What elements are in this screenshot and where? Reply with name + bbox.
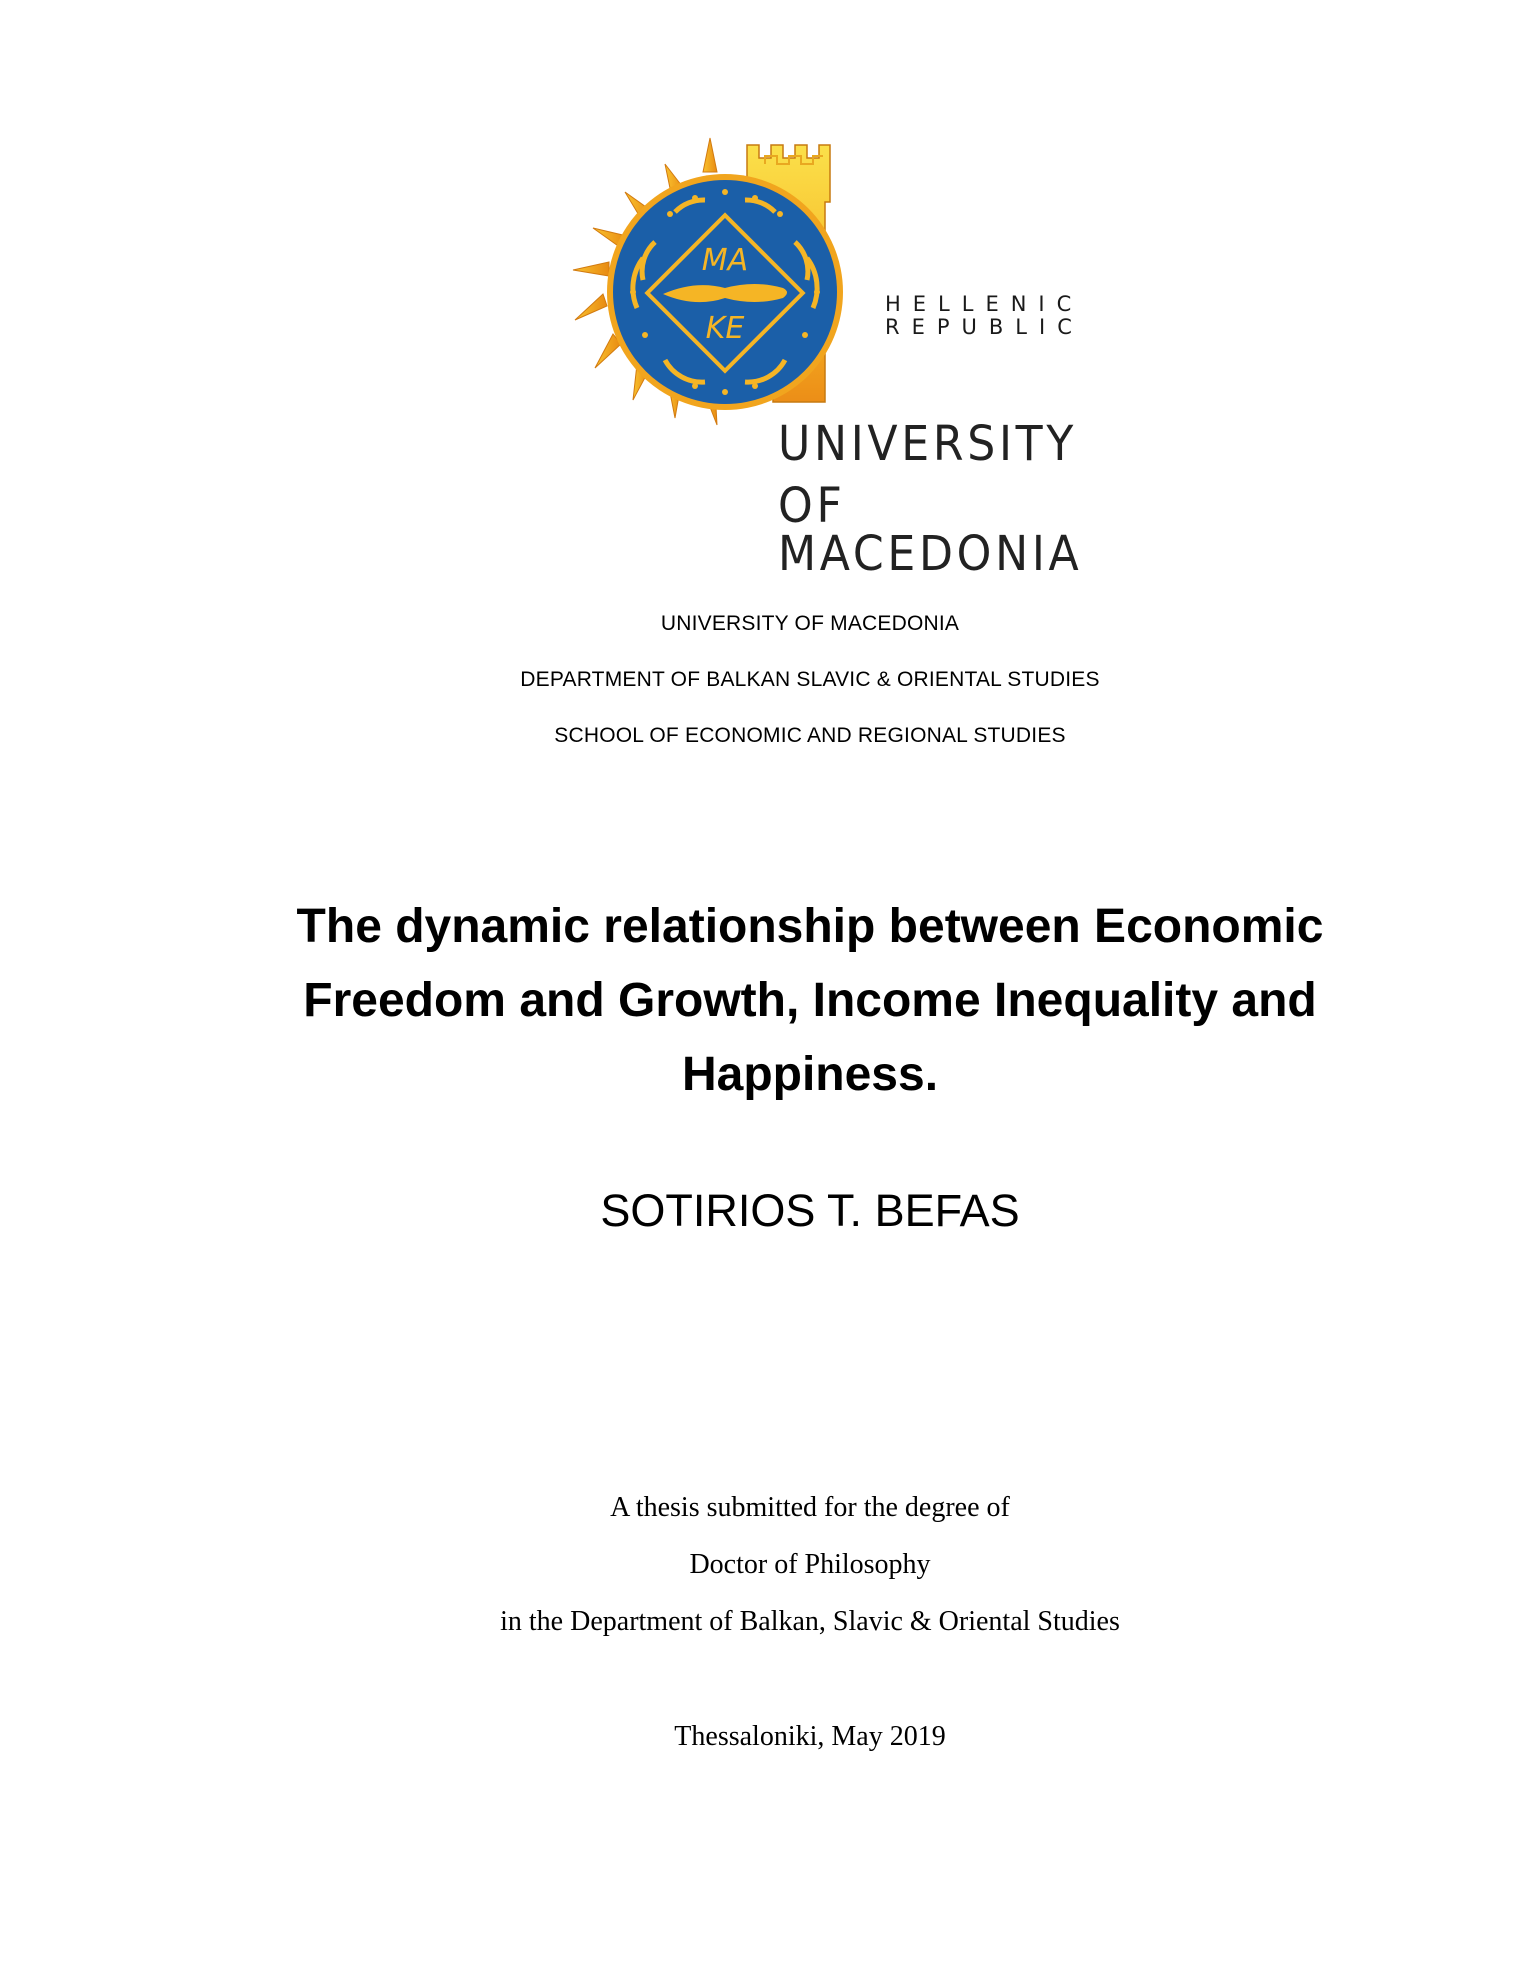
thesis-title — [260, 890, 1360, 1112]
degree-name: Doctor of Philosophy — [689, 1549, 931, 1580]
logo-republic-text: REPUBLIC — [885, 315, 1084, 339]
degree-department: in the Department of Balkan, Slavic & Oriental Studies — [500, 1606, 1120, 1637]
school-name: SCHOOL OF ECONOMIC AND REGIONAL STUDIES — [554, 724, 1066, 747]
place-and-date: Thessaloniki, May 2019 — [674, 1721, 946, 1752]
logo-hellenic-text: HELLENIC — [885, 292, 1084, 316]
svg-text:ΜΑ: ΜΑ — [701, 243, 749, 278]
title-line-3: Happiness. — [681, 1048, 939, 1101]
logo-of-macedonia-text: OF MACEDONIA — [778, 478, 1083, 582]
title-line-2: Freedom and Growth, Income Inequality and — [303, 974, 1317, 1027]
university-name: UNIVERSITY OF MACEDONIA — [660, 612, 960, 635]
degree-statement: A thesis submitted for the degree of — [610, 1492, 1010, 1523]
logo-university-text: UNIVERSITY — [778, 416, 1077, 472]
svg-text:ΚΕ: ΚΕ — [705, 311, 745, 346]
author-name: SOTIRIOS T. BEFAS — [600, 1185, 1020, 1236]
university-logo — [525, 130, 1105, 582]
title-line-1: The dynamic relationship between Economic — [296, 900, 1324, 953]
department-name: DEPARTMENT OF BALKAN SLAVIC & ORIENTAL STUDIES — [520, 668, 1100, 691]
